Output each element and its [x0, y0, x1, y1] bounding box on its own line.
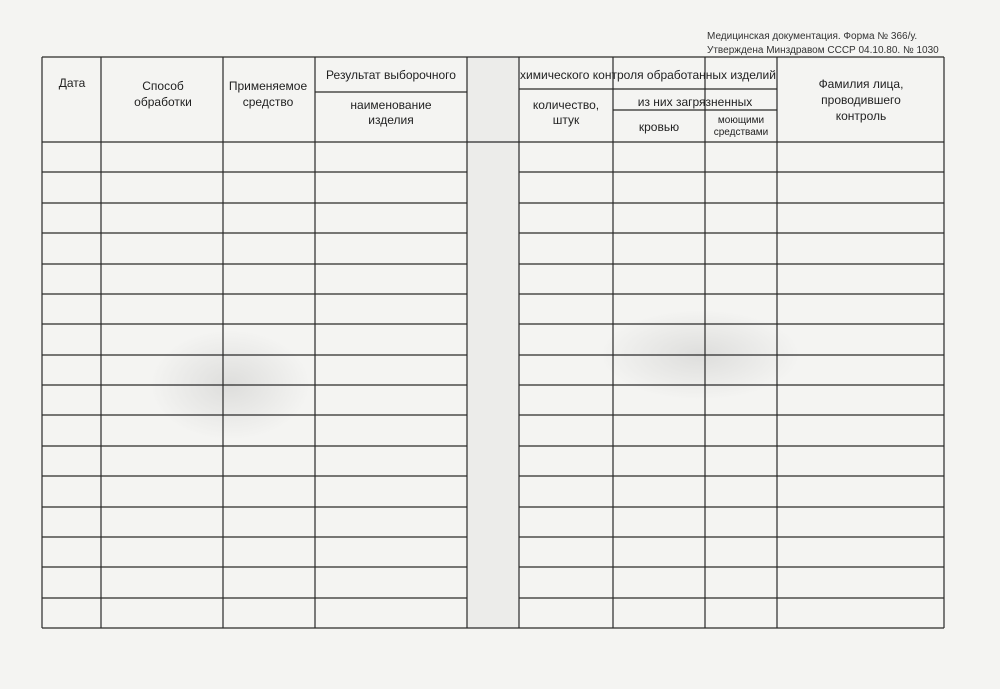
col-header-method-line2: обработки — [134, 95, 192, 109]
col-header-controller-line3: контроль — [835, 109, 887, 123]
col-header-agent-line1: Применяемое — [228, 79, 308, 93]
col-header-item-name-line2: изделия — [368, 113, 414, 127]
col-header-method-line1: Способ — [142, 79, 184, 93]
col-header-blood: кровью — [638, 120, 680, 134]
col-header-result: Результат выборочного — [326, 68, 456, 82]
col-header-agent-line2: средство — [242, 95, 294, 109]
col-header-detergents-line1: моющими — [717, 115, 765, 126]
col-header-item-name-line1: наименование — [350, 98, 432, 112]
col-header-quantity-line2: штук — [552, 113, 580, 127]
col-header-detergents-line2: средствами — [713, 127, 769, 138]
col-header-date: Дата — [58, 76, 86, 90]
col-header-contaminated: из них загрязненных — [637, 95, 753, 109]
col-header-quantity-line1: количество, — [532, 98, 600, 112]
col-header-chemical-control: химического контроля обработанных изделий — [520, 68, 776, 82]
col-header-controller-line1: Фамилия лица, — [818, 77, 904, 91]
form-header-line-1: Медицинская документация. Форма № 366/у. — [707, 31, 918, 42]
col-header-controller-line2: проводившего — [821, 93, 901, 107]
form-header-line-2: Утверждена Минздравом СССР 04.10.80. № 1030 — [707, 45, 939, 56]
binding-gutter — [467, 57, 519, 628]
